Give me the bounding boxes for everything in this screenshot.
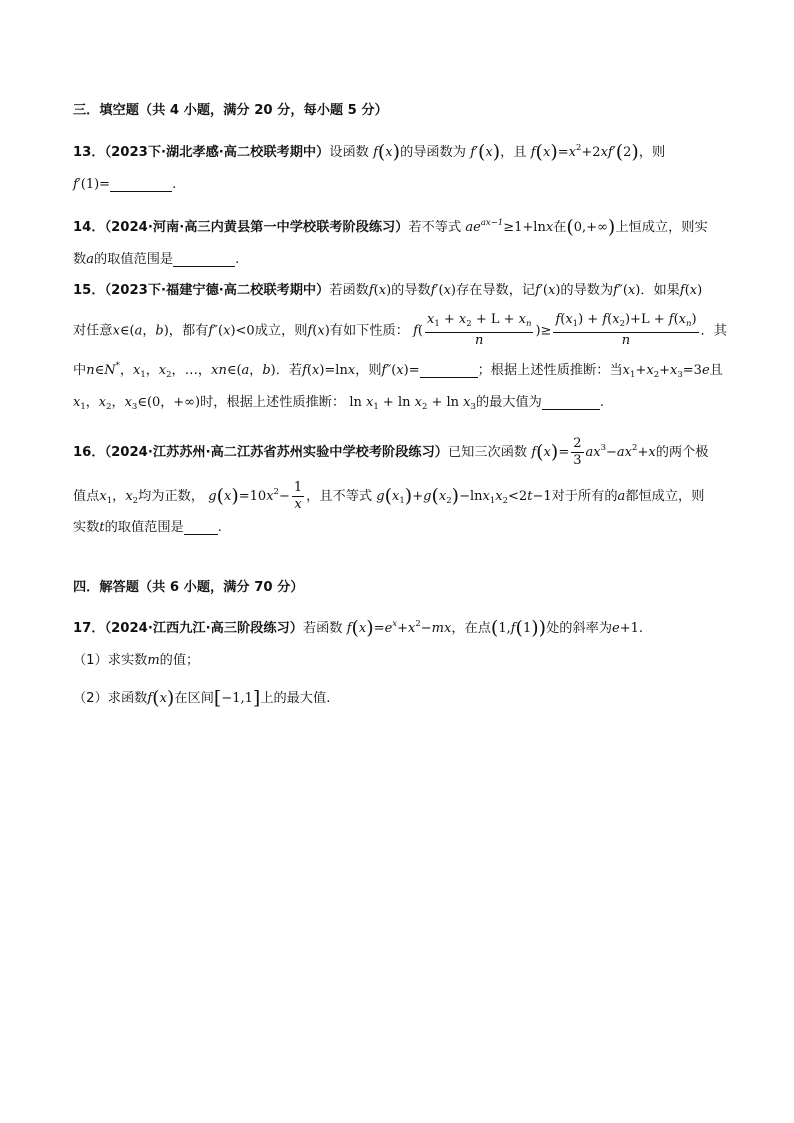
math-jensen-inequality: f xyxy=(413,323,418,339)
question-text: . xyxy=(599,395,605,410)
question-number: 14． xyxy=(73,220,105,235)
question-text: 实数 xyxy=(73,520,100,535)
question-text: （2）求函数 xyxy=(73,691,148,706)
question-text: 已知三次函数 xyxy=(447,445,528,460)
question-text: ， xyxy=(112,489,126,504)
question-text: 上的最大值. xyxy=(260,691,331,706)
question-text: 在区间 xyxy=(174,691,214,706)
math-fprime-1: f′ xyxy=(73,177,81,192)
question-text: 处的斜率为 xyxy=(546,621,613,636)
question-text: ，则 xyxy=(638,145,666,160)
question-text: 时，根据上述性质推断： xyxy=(200,395,346,410)
question-text: 中 xyxy=(73,363,87,378)
math-fprime: f′ xyxy=(470,145,478,160)
answer-blank[interactable] xyxy=(173,252,235,267)
question-text: 均为正数， xyxy=(138,489,205,504)
question-text: ；根据上述性质推断：当 xyxy=(477,363,623,378)
answer-blank[interactable] xyxy=(110,177,172,192)
section-title-fill-in xyxy=(73,101,388,121)
math-inequality: ae xyxy=(465,220,481,235)
question-text: ，…， xyxy=(171,363,212,378)
question-text: 在 xyxy=(553,220,567,235)
question-16-line-2: 值点$x_1$，$x_2$均为正数， $g(x)=10x^2-$ $\frac{1}{x}$ ，且不等式 $g(x_1)+g(x_2)-\ln x_1x_2<2t-1$对于所有的a都恒成立，则 xyxy=(73,479,705,512)
question-text: 的最大值为 xyxy=(475,395,542,410)
question-16: 16．（2024·江苏苏州·高二江苏省苏州实验中学校考阶段练习）已知三次函数 f(x)= $\frac{2}{3}$ $ax^3-ax^2+x$的两个极 xyxy=(73,435,709,468)
question-text: 值点 xyxy=(73,489,100,504)
question-14: 14．（2024·河南·高三内黄县第一中学校联考阶段练习）若不等式 $ae^{ax-1}\ge 1+\ln x$在(0,+∞)上恒成立，则实 xyxy=(73,216,708,238)
question-15-line-2: 对任意x∈(a，b)，都有f″(x)<0成立，则f(x)有如下性质： f( $\frac{x_1 + x_2 + L + x_n}{n}$ )≥ $\frac{f(x_1) + f(x_2)+L + f(x_n)}{n}$ ．其 xyxy=(73,312,727,348)
question-text: 若不等式 xyxy=(408,220,462,235)
question-source: （2024·江苏苏州·高二江苏省苏州实验中学校考阶段练习） xyxy=(104,445,448,460)
question-text: 都恒成立，则 xyxy=(625,489,705,504)
question-17: 17．（2024·江西九江·高三阶段练习）若函数 $f(x)=e^x+x^2-mx$，在点(1,f(1))处的斜率为e+1. xyxy=(73,617,644,639)
question-number: 16． xyxy=(73,445,105,460)
question-text: 对任意 xyxy=(73,323,113,339)
question-text: 且 xyxy=(709,363,723,378)
question-number: 15． xyxy=(73,283,105,298)
question-16-line-3: 实数t的取值范围是 . xyxy=(73,520,222,535)
math-log-sum: ln xyxy=(349,395,362,410)
math-equation: f xyxy=(530,145,536,160)
question-text: 的导数为 xyxy=(560,283,614,298)
section-title-text: 四．解答题（共 6 小题，满分 70 分） xyxy=(73,580,304,595)
question-text: ．如果 xyxy=(640,283,680,298)
question-text: 的导函数为 xyxy=(400,145,466,160)
question-text: ，且 xyxy=(500,145,527,160)
question-17-part-1: （1）求实数m的值； xyxy=(73,653,200,668)
question-text: 的取值范围是 xyxy=(93,252,174,267)
math-a: a xyxy=(86,252,94,267)
question-text: （1）求实数 xyxy=(73,653,148,668)
question-15-line-4: $x_1$，$x_2$，$x_3\in(0$，+∞)时，根据上述性质推断： $\ln x_1 + \ln x_2 + \ln x_3$的最大值为 . xyxy=(73,395,605,412)
section-title-answer xyxy=(73,578,304,598)
question-text: 若函数 xyxy=(302,621,343,636)
question-17-part-2: （2）求函数f(x)在区间[−1,1]上的最大值. xyxy=(73,687,331,709)
question-text: 有如下性质： xyxy=(329,323,409,339)
question-text: ，在点 xyxy=(451,621,491,636)
question-15: 15．（2023下·福建宁德·高二校联考期中）若函数f(x)的导数f′(x)存在导数，记f′(x)的导数为f″(x)．如果f(x) xyxy=(73,283,703,298)
question-number: 17． xyxy=(73,621,105,636)
question-text: 成立，则 xyxy=(254,323,308,339)
question-text: 设函数 xyxy=(329,145,369,160)
question-text: ， xyxy=(119,363,133,378)
question-text: ，且不等式 xyxy=(306,489,373,504)
answer-blank[interactable] xyxy=(542,395,600,410)
question-text: . xyxy=(638,621,644,636)
question-text: 存在导数，记 xyxy=(456,283,536,298)
question-text: 的取值范围是 xyxy=(104,520,184,535)
answer-blank[interactable] xyxy=(420,363,478,378)
question-source: （2024·河南·高三内黄县第一中学校联考阶段练习） xyxy=(104,220,409,235)
question-text: 对于所有的 xyxy=(551,489,618,504)
question-source: （2023下·福建宁德·高二校联考期中） xyxy=(104,283,330,298)
answer-blank[interactable] xyxy=(184,520,218,535)
question-text: 数 xyxy=(73,252,87,267)
question-source: （2024·江西九江·高三阶段练习） xyxy=(104,621,303,636)
question-text: 的值； xyxy=(159,653,200,668)
question-14-line-2 xyxy=(73,250,239,270)
question-text: . xyxy=(172,177,177,192)
question-number: 13． xyxy=(73,145,105,160)
question-15-line-3: 中n∈N*，$x_1$，$x_2$，…，xn∈(a，b)．若f(x)=lnx，则f″(x)= ；根据上述性质推断：当$x_1+x_2+x_3=3e$且 xyxy=(73,361,723,380)
question-text: 若函数 xyxy=(329,283,369,298)
question-text: ．若 xyxy=(275,363,303,378)
question-text: . xyxy=(217,520,222,535)
math-fx: f xyxy=(373,145,378,160)
section-title-text: 三．填空题（共 4 小题，满分 20 分，每小题 5 分） xyxy=(73,103,388,118)
question-text: ，都有 xyxy=(168,323,209,339)
question-13: 13．（2023下·湖北孝感·高二校联考期中）设函数 f(x)的导函数为 f′(x)，且 $f(x)=x^2+2xf'(2)$，则 xyxy=(73,141,666,163)
question-text: ，则 xyxy=(355,363,382,378)
question-text: . xyxy=(235,252,240,267)
question-text: 的两个极 xyxy=(655,445,709,460)
question-text: ．其 xyxy=(700,323,727,339)
question-source: （2023下·湖北孝感·高二校联考期中） xyxy=(104,145,330,160)
question-13-answer-line: f′(1)= . xyxy=(73,177,177,192)
question-text: 上恒成立，则实 xyxy=(615,220,708,235)
question-text: 的导数 xyxy=(391,283,431,298)
